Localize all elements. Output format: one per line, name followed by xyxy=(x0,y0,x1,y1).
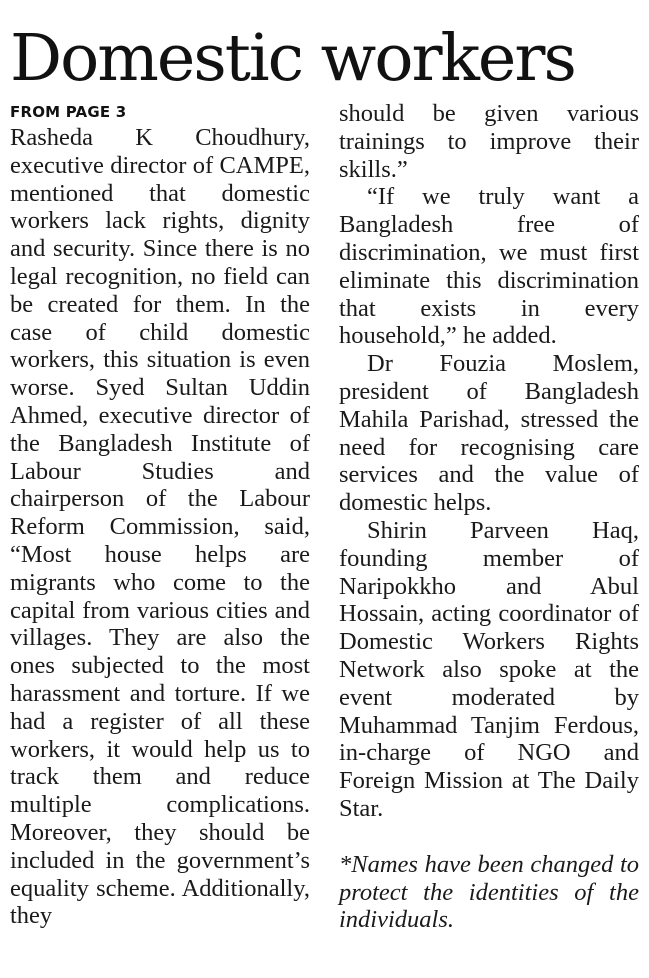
body-paragraph: Rasheda K Choudhury, executive director of CAMPE, mentioned that domestic workers lack rights, dignity and security. Since there is no legal recognition, no field can be created for them. In the case of child domestic workers, this situation is even worse. Syed Sultan Uddin Ahmed, executive director of the Bangladesh Institute of Labour Studies and chairperson of the Labour Reform Commission, said, “Most house helps are migrants who come to the capital from various cities and villages. They are also the ones subjected to the most harassment and torture. If we had a register of all these workers, it would help us to track them and reduce multiple complications. Moreover, they should be included in the government’s equality scheme. Additionally, they xyxy=(10,124,310,930)
body-paragraph: should be given various trainings to improve their skills.” xyxy=(339,100,639,183)
body-paragraph: Shirin Parveen Haq, founding member of Naripokkho and Abul Hossain, acting coordinator of Domestic Workers Rights Network also spoke at the event moderated by Muhammad Tanjim Ferdous, in-charge of NGO and Foreign Mission at The Daily Star. xyxy=(339,516,639,822)
body-paragraph: Dr Fouzia Moslem, president of Bangladesh Mahila Parishad, stressed the need for recognising care services and the value of domestic helps. xyxy=(339,350,639,517)
footnote: *Names have been changed to protect the identities of the individuals. xyxy=(339,850,639,934)
body-paragraph: “If we truly want a Bangladesh free of discrimination, we must first eliminate this discrimination that exists in every household,” he added. xyxy=(339,183,639,350)
continued-from-label: FROM PAGE 3 xyxy=(10,103,127,121)
right-column xyxy=(339,100,639,934)
headline: Domestic workers xyxy=(10,21,575,96)
left-column xyxy=(10,100,310,930)
